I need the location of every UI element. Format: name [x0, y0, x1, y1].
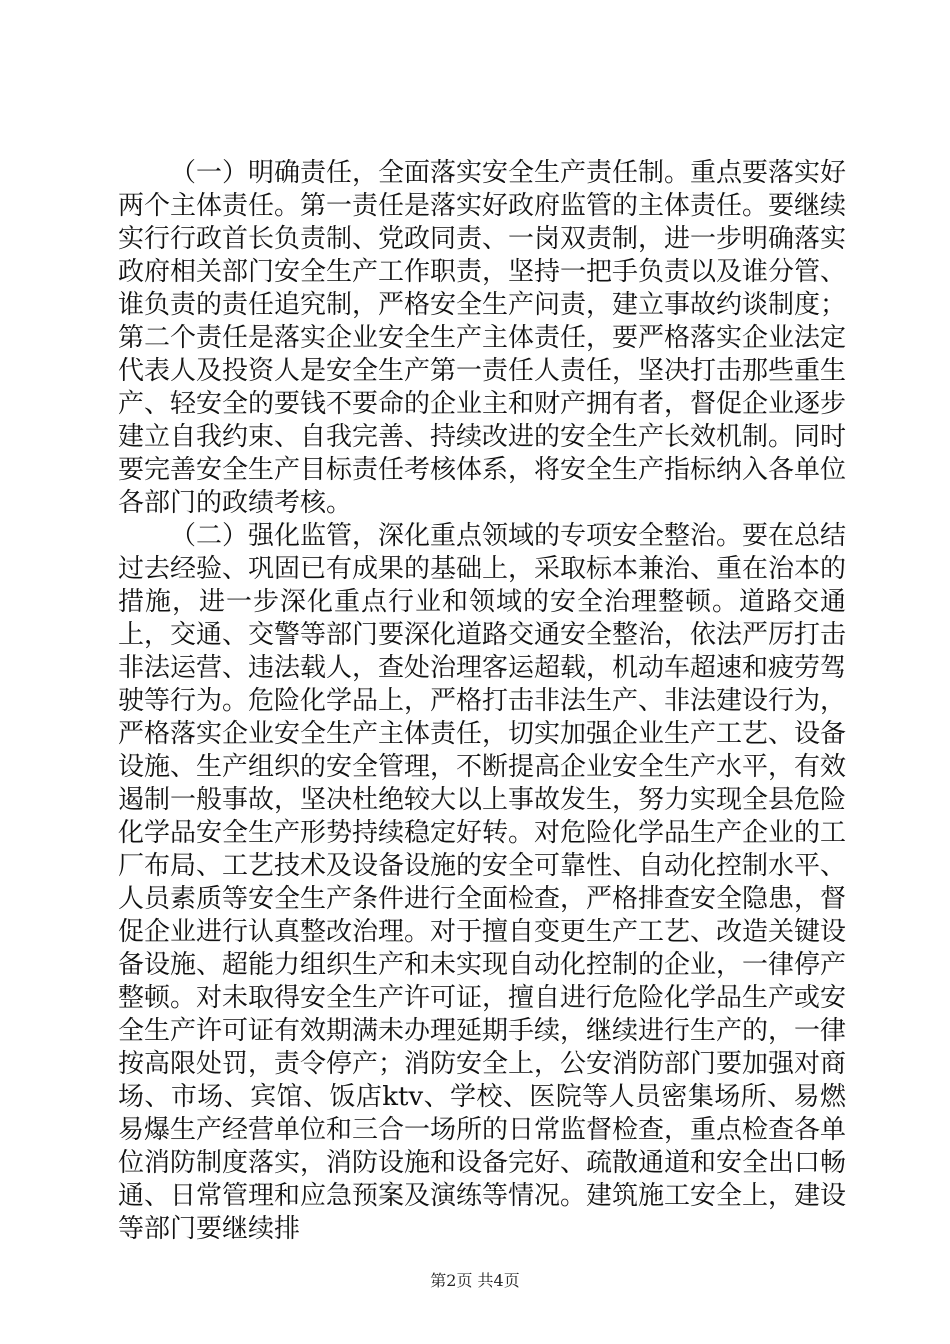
paragraph-responsibility: （一）明确责任，全面落实安全生产责任制。重点要落实好两个主体责任。第一责任是落实好政府监管的主体责任。要继续实行行政首长负责制、党政同责、一岗双责制，进一步明确落实政府相关部门安全生产工作职责，坚持一把手负责以及谁分管、谁负责的责任追究制，严格安全生产问责，建立事故约谈制度；第二个责任是落实企业安全生产主体责任，要严格落实企业法定代表人及投资人是安全生产第一责任人责任，坚决打击那些重生产、轻安全的要钱不要命的企业主和财产拥有者，督促企业逐步建立自我约束、自我完善、持续改进的安全生产长效机制。同时要完善安全生产目标责任考核体系，将安全生产指标纳入各单位各部门的政绩考核。 [118, 158, 847, 518]
paragraph-supervision: （二）强化监管，深化重点领域的专项安全整治。要在总结过去经验、巩固已有成果的基础上，采取标本兼治、重在治本的措施，进一步深化重点行业和领域的安全治理整顿。道路交通上，交通、交警等部门要深化道路交通安全整治，依法严厉打击非法运营、违法载人，查处治理客运超载，机动车超速和疲劳驾驶等行为。危险化学品上，严格打击非法生产、非法建设行为，严格落实企业安全生产主体责任，切实加强企业生产工艺、设备设施、生产组织的安全管理，不断提高企业安全生产水平，有效遏制一般事故，坚决杜绝较大以上事故发生，努力实现全县危险化学品安全生产形势持续稳定好转。对危险化学品生产企业的工厂布局、工艺技术及设备设施的安全可靠性、自动化控制水平、人员素质等安全生产条件进行全面检查，严格排查安全隐患，督促企业进行认真整改治理。对于擅自变更生产工艺、改造关键设备设施、超能力组织生产和未实现自动化控制的企业，一律停产整顿。对未取得安全生产许可证，擅自进行危险化学品生产或安全生产许可证有效期满未办理延期手续，继续进行生产的，一律按高限处罚，责令停产；消防安全上，公安消防部门要加强对商场、市场、宾馆、饭店ktv、学校、医院等人员密集场所、易燃易爆生产经营单位和三合一场所的日常监督检查，重点检查各单位消防制度落实，消防设施和设备完好、疏散通道和安全出口畅通、日常管理和应急预案及演练等情况。建筑施工安全上，建设等部门要继续排 [118, 521, 847, 1244]
document-body [118, 157, 846, 1246]
page-number-footer: 第2页 共4页 [430, 1271, 520, 1290]
